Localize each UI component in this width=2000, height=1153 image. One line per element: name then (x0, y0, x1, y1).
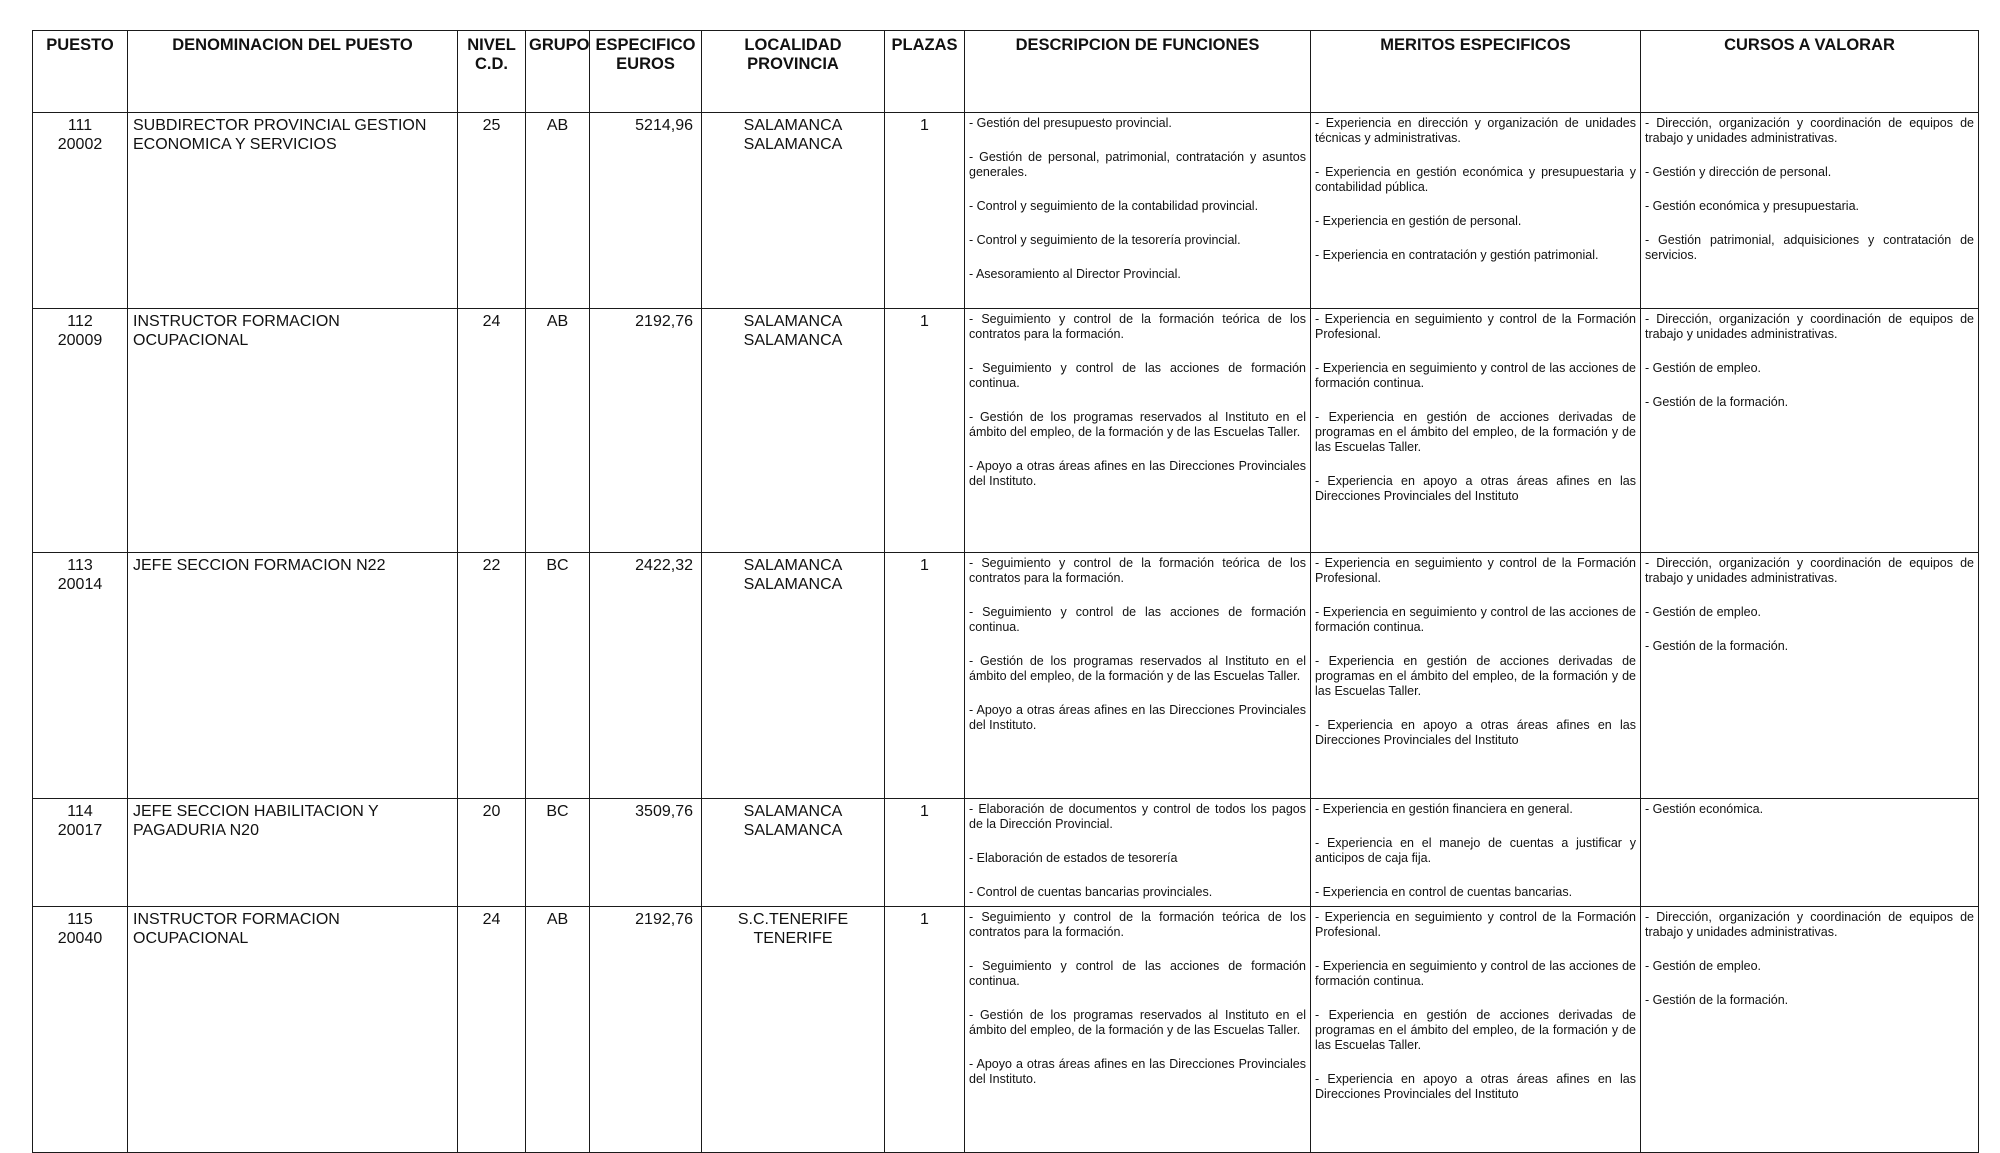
cell-denominacion (128, 309, 458, 553)
denominacion-text: JEFE SECCION HABILITACION Y PAGADURIA N20 (133, 803, 379, 839)
cell-especifico (590, 113, 702, 309)
cell-especifico (590, 309, 702, 553)
cell-meritos (1311, 553, 1641, 799)
cell-denominacion (128, 799, 458, 907)
cell-meritos (1311, 309, 1641, 553)
localidad-value: SALAMANCA (743, 557, 843, 574)
provincia-value: SALAMANCA (743, 136, 843, 153)
funcion-item: - Gestión de personal, patrimonial, contratación y asuntos generales. (969, 150, 1306, 179)
curso-item: - Dirección, organización y coordinación de equipos de trabajo y unidades administrativas. (1645, 116, 1974, 145)
cell-localidad (702, 907, 885, 1153)
curso-item: - Gestión patrimonial, adquisiciones y contratación de servicios. (1645, 233, 1974, 262)
job-positions-table (32, 30, 1979, 1153)
curso-item: - Gestión de empleo. (1645, 605, 1762, 619)
header-descripcion: DESCRIPCION DE FUNCIONES (965, 31, 1311, 113)
cell-puesto (33, 113, 128, 309)
localidad-value: S.C.TENERIFE (737, 911, 849, 928)
curso-item: - Gestión de empleo. (1645, 959, 1762, 973)
curso-item: - Gestión de la formación. (1645, 395, 1789, 409)
table-body (33, 113, 1979, 1153)
puesto-code: 20002 (57, 136, 103, 153)
cell-nivel (458, 113, 526, 309)
table-row (33, 907, 1979, 1153)
funcion-item: - Elaboración de documentos y control de todos los pagos de la Dirección Provincial. (969, 802, 1306, 831)
grupo-value: AB (546, 313, 569, 330)
table-row (33, 113, 1979, 309)
especifico-value: 5214,96 (635, 117, 693, 134)
merito-item: - Experiencia en el manejo de cuentas a justificar y anticipos de caja fija. (1315, 836, 1636, 865)
merito-item: - Experiencia en dirección y organización de unidades técnicas y administrativas. (1315, 116, 1636, 145)
merito-item: - Experiencia en gestión de acciones derivadas de programas en el ámbito del empleo, de la formación y de las Escuelas Taller. (1315, 654, 1636, 698)
cell-plazas (885, 907, 965, 1153)
plazas-value: 1 (920, 911, 929, 928)
cell-meritos (1311, 907, 1641, 1153)
puesto-number: 111 (67, 117, 93, 134)
nivel-value: 25 (482, 117, 501, 134)
cell-localidad (702, 309, 885, 553)
grupo-value: BC (546, 557, 569, 574)
cell-nivel (458, 553, 526, 799)
header-denominacion: DENOMINACION DEL PUESTO (128, 31, 458, 113)
curso-item: - Gestión de empleo. (1645, 361, 1762, 375)
cell-puesto (33, 907, 128, 1153)
curso-item: - Dirección, organización y coordinación de equipos de trabajo y unidades administrativas. (1645, 312, 1974, 341)
funcion-item: - Seguimiento y control de la formación teórica de los contratos para la formación. (969, 312, 1306, 341)
cell-puesto (33, 799, 128, 907)
merito-item: - Experiencia en seguimiento y control de la Formación Profesional. (1315, 910, 1636, 939)
especifico-value: 2422,32 (635, 557, 693, 574)
especifico-value: 3509,76 (635, 803, 693, 820)
nivel-value: 24 (482, 313, 501, 330)
cell-grupo (526, 309, 590, 553)
merito-item: - Experiencia en seguimiento y control de la Formación Profesional. (1315, 312, 1636, 341)
cell-grupo (526, 553, 590, 799)
merito-item: - Experiencia en apoyo a otras áreas afines en las Direcciones Provinciales del Instituto (1315, 718, 1636, 747)
curso-item: - Gestión y dirección de personal. (1645, 165, 1832, 179)
cell-funciones (965, 907, 1311, 1153)
especifico-value: 2192,76 (635, 313, 693, 330)
cell-grupo (526, 113, 590, 309)
funcion-item: - Gestión de los programas reservados al Instituto en el ámbito del empleo, de la formación y de las Escuelas Taller. (969, 1008, 1306, 1037)
plazas-value: 1 (920, 803, 929, 820)
localidad-value: SALAMANCA (743, 117, 843, 134)
puesto-number: 114 (67, 803, 93, 820)
merito-item: - Experiencia en seguimiento y control de las acciones de formación continua. (1315, 361, 1636, 390)
funcion-item: - Apoyo a otras áreas afines en las Direcciones Provinciales del Instituto. (969, 459, 1306, 488)
header-localidad: LOCALIDAD PROVINCIA (702, 31, 885, 113)
localidad-value: SALAMANCA (743, 803, 843, 820)
nivel-value: 22 (482, 557, 501, 574)
header-plazas: PLAZAS (885, 31, 965, 113)
provincia-value: SALAMANCA (743, 576, 843, 593)
grupo-value: AB (546, 117, 569, 134)
funcion-item: - Control y seguimiento de la tesorería provincial. (969, 233, 1241, 247)
merito-item: - Experiencia en gestión de acciones derivadas de programas en el ámbito del empleo, de la formación y de las Escuelas Taller. (1315, 410, 1636, 454)
cell-denominacion (128, 113, 458, 309)
puesto-number: 112 (67, 313, 93, 330)
cell-puesto (33, 309, 128, 553)
cell-denominacion (128, 907, 458, 1153)
puesto-number: 115 (67, 911, 93, 928)
funcion-item: - Seguimiento y control de las acciones de formación continua. (969, 605, 1306, 634)
provincia-value: SALAMANCA (743, 332, 843, 349)
grupo-value: BC (546, 803, 569, 820)
merito-item: - Experiencia en gestión de acciones derivadas de programas en el ámbito del empleo, de la formación y de las Escuelas Taller. (1315, 1008, 1636, 1052)
curso-item: - Gestión de la formación. (1645, 639, 1789, 653)
cell-funciones (965, 553, 1311, 799)
funcion-item: - Seguimiento y control de la formación teórica de los contratos para la formación. (969, 910, 1306, 939)
cell-grupo (526, 799, 590, 907)
curso-item: - Gestión económica. (1645, 802, 1764, 816)
cell-funciones (965, 113, 1311, 309)
funcion-item: - Seguimiento y control de las acciones de formación continua. (969, 361, 1306, 390)
merito-item: - Experiencia en gestión financiera en general. (1315, 802, 1573, 816)
cell-meritos (1311, 799, 1641, 907)
cell-especifico (590, 799, 702, 907)
funcion-item: - Elaboración de estados de tesorería (969, 851, 1178, 865)
cell-funciones (965, 799, 1311, 907)
cell-nivel (458, 799, 526, 907)
plazas-value: 1 (920, 313, 929, 330)
merito-item: - Experiencia en seguimiento y control de las acciones de formación continua. (1315, 959, 1636, 988)
plazas-value: 1 (920, 557, 929, 574)
cell-grupo (526, 907, 590, 1153)
funcion-item: - Gestión del presupuesto provincial. (969, 116, 1172, 130)
curso-item: - Dirección, organización y coordinación de equipos de trabajo y unidades administrativas. (1645, 910, 1974, 939)
header-cursos: CURSOS A VALORAR (1641, 31, 1979, 113)
cell-especifico (590, 553, 702, 799)
merito-item: - Experiencia en control de cuentas bancarias. (1315, 885, 1573, 899)
provincia-value: TENERIFE (753, 930, 833, 947)
header-row (33, 31, 1979, 113)
funcion-item: - Apoyo a otras áreas afines en las Direcciones Provinciales del Instituto. (969, 703, 1306, 732)
job-positions-sheet (32, 30, 1978, 1153)
table-row (33, 309, 1979, 553)
nivel-value: 24 (482, 911, 501, 928)
cell-funciones (965, 309, 1311, 553)
header-nivel: NIVEL C.D. (458, 31, 526, 113)
puesto-code: 20017 (57, 822, 103, 839)
merito-item: - Experiencia en seguimiento y control de las acciones de formación continua. (1315, 605, 1636, 634)
funcion-item: - Seguimiento y control de la formación teórica de los contratos para la formación. (969, 556, 1306, 585)
cell-cursos (1641, 553, 1979, 799)
table-row (33, 799, 1979, 907)
funcion-item: - Control de cuentas bancarias provinciales. (969, 885, 1213, 899)
curso-item: - Gestión de la formación. (1645, 993, 1789, 1007)
plazas-value: 1 (920, 117, 929, 134)
funcion-item: - Control y seguimiento de la contabilidad provincial. (969, 199, 1259, 213)
cell-plazas (885, 309, 965, 553)
cell-plazas (885, 113, 965, 309)
funcion-item: - Gestión de los programas reservados al Instituto en el ámbito del empleo, de la formación y de las Escuelas Taller. (969, 410, 1306, 439)
header-puesto: PUESTO (33, 31, 128, 113)
cell-cursos (1641, 799, 1979, 907)
curso-item: - Gestión económica y presupuestaria. (1645, 199, 1859, 213)
grupo-value: AB (546, 911, 569, 928)
cell-cursos (1641, 309, 1979, 553)
header-meritos: MERITOS ESPECIFICOS (1311, 31, 1641, 113)
puesto-code: 20009 (57, 332, 103, 349)
denominacion-text: INSTRUCTOR FORMACION OCUPACIONAL (133, 911, 340, 947)
cell-nivel (458, 309, 526, 553)
merito-item: - Experiencia en gestión económica y presupuestaria y contabilidad pública. (1315, 165, 1636, 194)
funcion-item: - Seguimiento y control de las acciones de formación continua. (969, 959, 1306, 988)
cell-nivel (458, 907, 526, 1153)
merito-item: - Experiencia en seguimiento y control de la Formación Profesional. (1315, 556, 1636, 585)
puesto-code: 20040 (57, 930, 103, 947)
cell-denominacion (128, 553, 458, 799)
nivel-value: 20 (482, 803, 501, 820)
funcion-item: - Gestión de los programas reservados al Instituto en el ámbito del empleo, de la formación y de las Escuelas Taller. (969, 654, 1306, 683)
denominacion-text: INSTRUCTOR FORMACION OCUPACIONAL (133, 313, 340, 349)
cell-localidad (702, 799, 885, 907)
merito-item: - Experiencia en contratación y gestión patrimonial. (1315, 248, 1599, 262)
puesto-number: 113 (67, 557, 93, 574)
merito-item: - Experiencia en apoyo a otras áreas afines en las Direcciones Provinciales del Instituto (1315, 474, 1636, 503)
cell-meritos (1311, 113, 1641, 309)
curso-item: - Dirección, organización y coordinación de equipos de trabajo y unidades administrativas. (1645, 556, 1974, 585)
cell-localidad (702, 553, 885, 799)
header-grupo: GRUPO (526, 31, 590, 113)
funcion-item: - Asesoramiento al Director Provincial. (969, 267, 1181, 281)
cell-localidad (702, 113, 885, 309)
cell-plazas (885, 553, 965, 799)
puesto-code: 20014 (57, 576, 103, 593)
cell-cursos (1641, 113, 1979, 309)
cell-puesto (33, 553, 128, 799)
merito-item: - Experiencia en apoyo a otras áreas afines en las Direcciones Provinciales del Instituto (1315, 1072, 1636, 1101)
cell-plazas (885, 799, 965, 907)
denominacion-text: JEFE SECCION FORMACION N22 (133, 557, 386, 574)
denominacion-text: SUBDIRECTOR PROVINCIAL GESTION ECONOMICA Y SERVICIOS (133, 117, 427, 153)
localidad-value: SALAMANCA (743, 313, 843, 330)
cell-especifico (590, 907, 702, 1153)
funcion-item: - Apoyo a otras áreas afines en las Direcciones Provinciales del Instituto. (969, 1057, 1306, 1086)
header-especifico: ESPECIFICO EUROS (590, 31, 702, 113)
merito-item: - Experiencia en gestión de personal. (1315, 214, 1522, 228)
table-row (33, 553, 1979, 799)
provincia-value: SALAMANCA (743, 822, 843, 839)
cell-cursos (1641, 907, 1979, 1153)
especifico-value: 2192,76 (635, 911, 693, 928)
